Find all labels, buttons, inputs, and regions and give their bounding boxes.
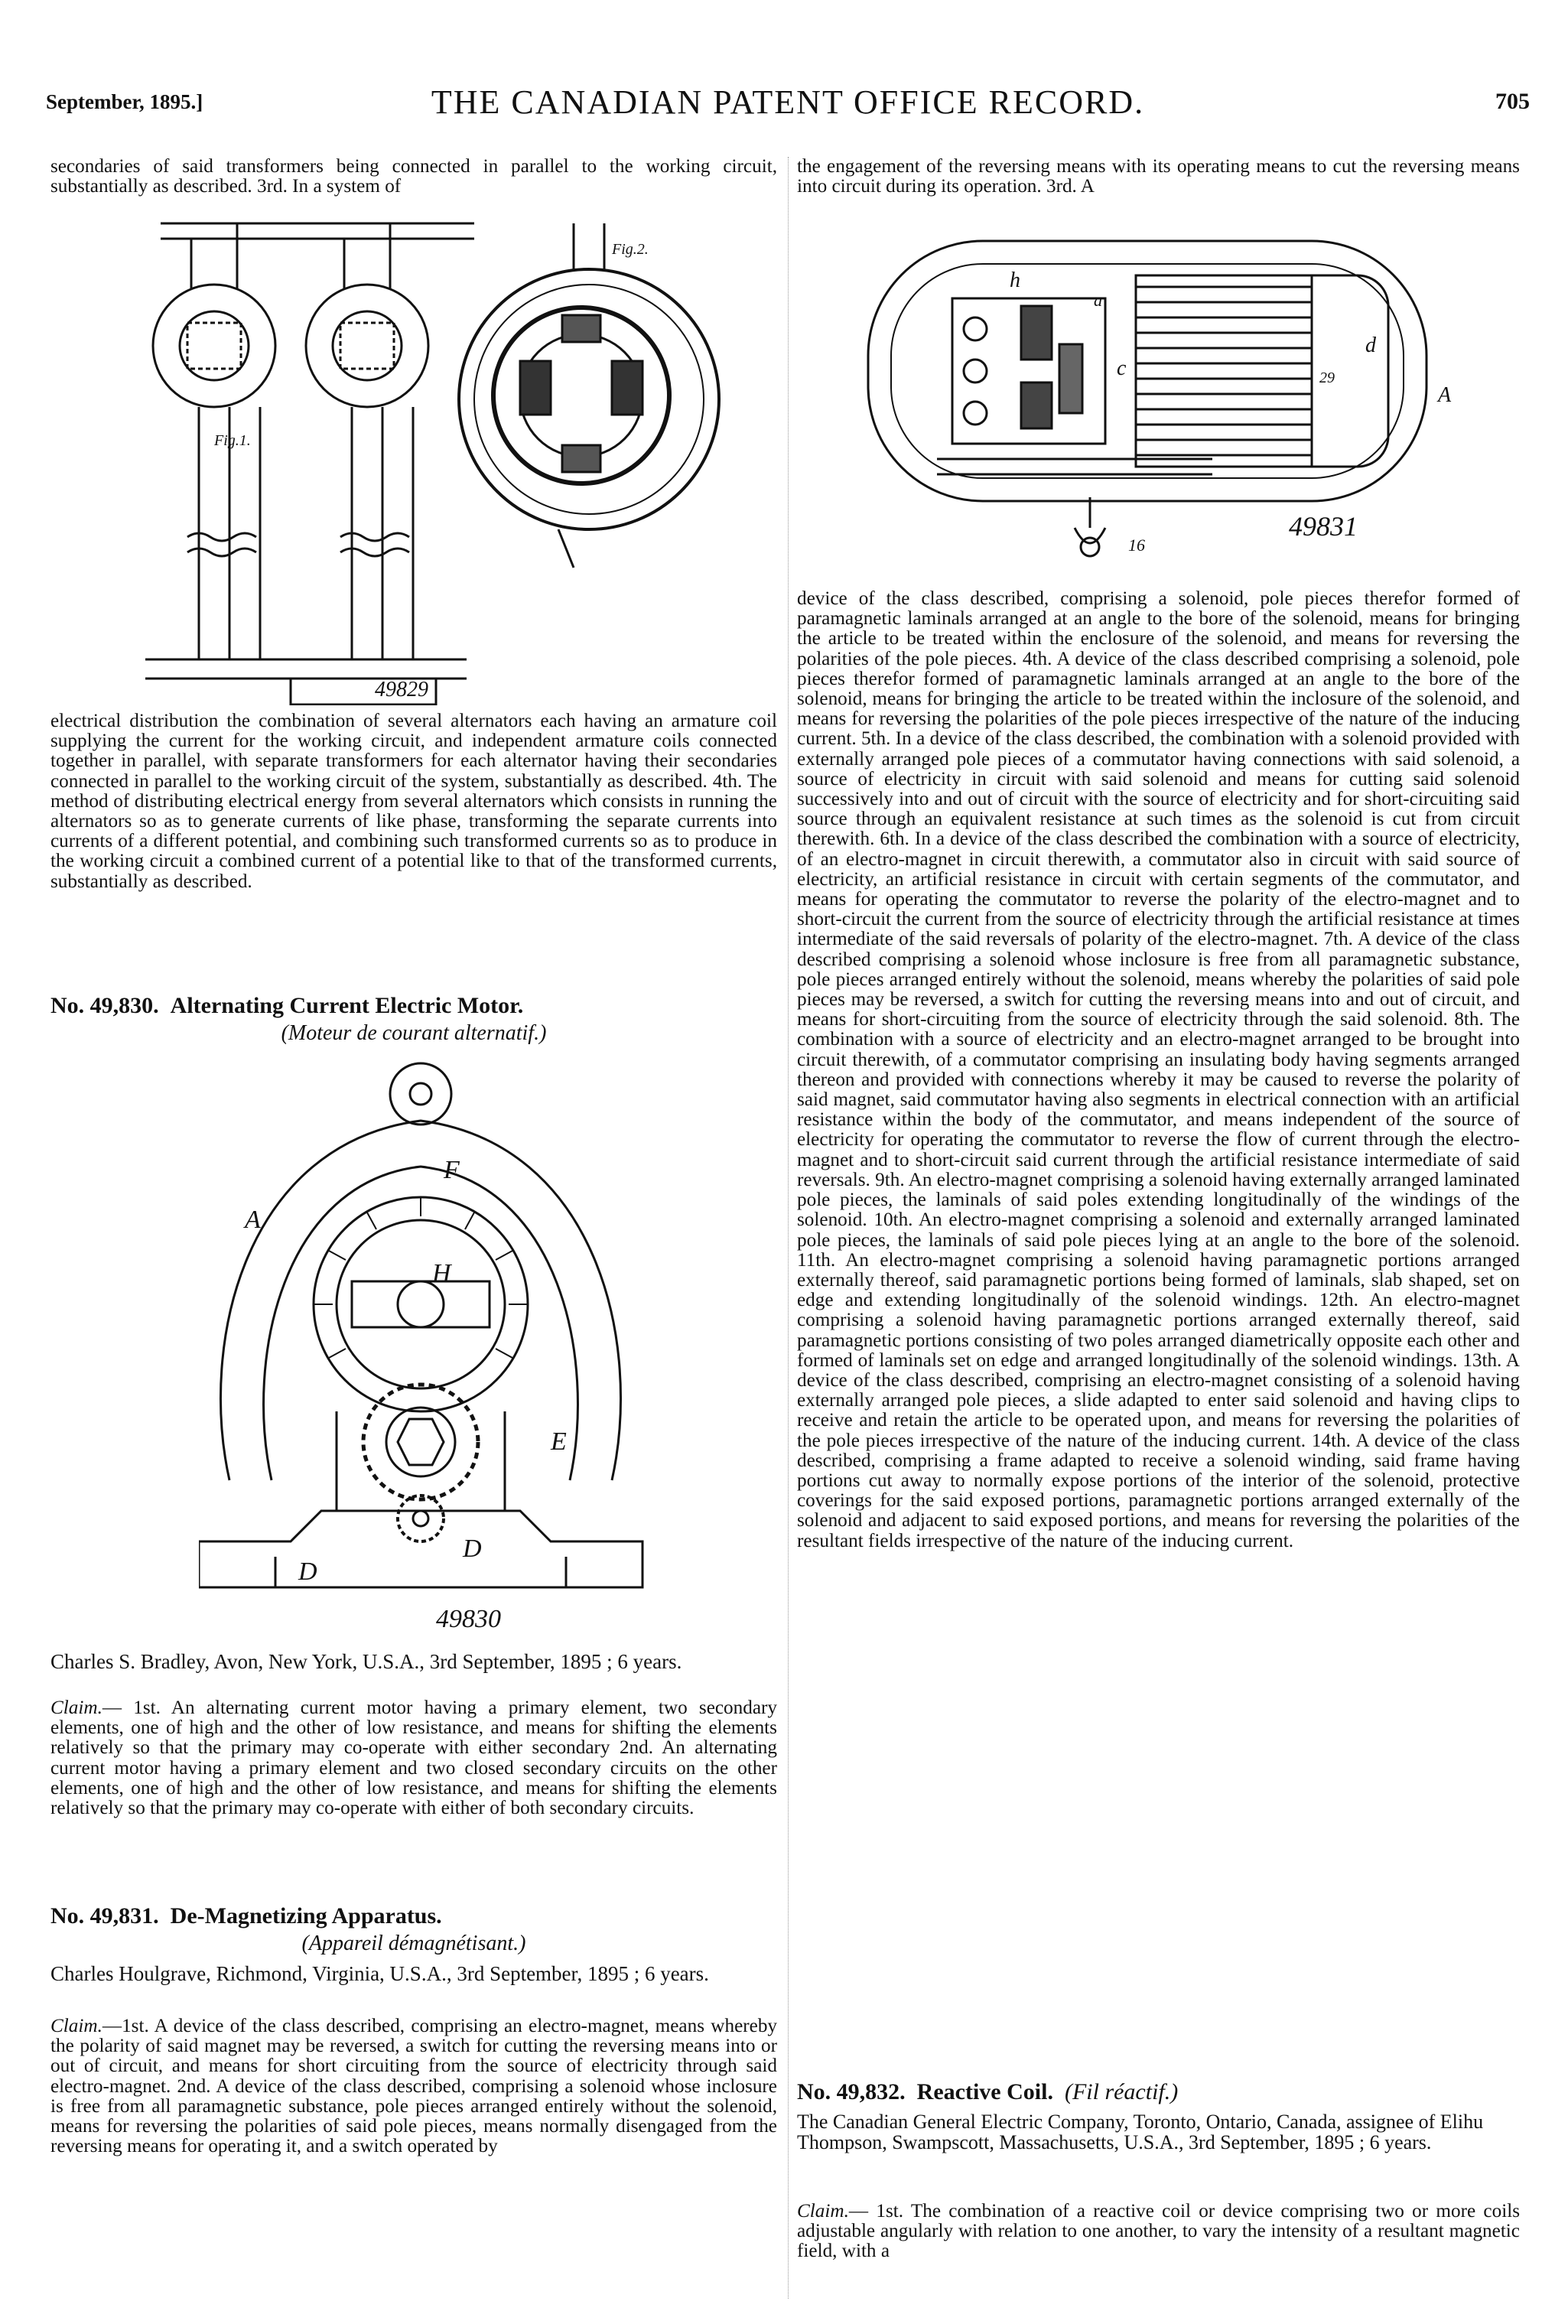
patent-49830-heading (50, 993, 523, 1019)
patent-49831-heading (50, 1903, 442, 1929)
patent-49830-claims (50, 1698, 777, 1818)
header-date: September, 1895.] (46, 90, 203, 113)
fig49830-letter-d1: D (463, 1535, 482, 1563)
figure-49829-drawing (145, 200, 742, 705)
fig49830-letter-a: A (245, 1206, 261, 1234)
patent-49832-claim-label: Claim. (797, 2201, 849, 2221)
left-continuation-text-2: electrical distribution the combination of several alternators each having an armature coil supplying the current for the working circuit, and independent armature coils connected together in parallel, with separate transformers for each alternator having their secondaries connected in parallel to the working circuit of the system, substantially as described. 4th. The method of distributing electrical energy from several alternators which consists in running the alternators so as to generate currents of like phase, transforming the separate currents into currents of a different potential, and combining such transformed currents so as to produce in the working circuit a combined current of a potential like to that of the transformed currents, substantially as described. (50, 711, 777, 892)
patent-49831-number: No. 49,831. (50, 1903, 159, 1929)
patent-49830-claim-text: — 1st. An alternating current motor having a primary element, two secondary elements, one of high and the other of low resistance, and means for shifting the elements relatively so that the primary may co-operate with either secondary 2nd. An alternating current motor having a primary element and two closed secondary circuits on the other elements, one of high and the other of low resistance, and means for shifting the elements relatively so that the primary may co-operate with either of both secondary circuits. (50, 1697, 777, 1819)
fig2-label: Fig.2. (612, 241, 649, 258)
patent-49830-french-title: (Moteur de courant alternatif.) (281, 1021, 547, 1045)
column-divider (788, 157, 789, 2299)
page-header (46, 83, 1530, 129)
figure-49831-label: 49831 (1289, 511, 1358, 542)
fig49830-letter-f: F (444, 1156, 460, 1184)
patent-49831-claims (50, 2016, 777, 2156)
figure-49831 (860, 229, 1488, 589)
patent-49832-claims (797, 2202, 1520, 2262)
patent-49830-inventor: Charles S. Bradley, Avon, New York, U.S.A., 3rd September, 1895 ; 6 years. (50, 1650, 682, 1673)
patent-49832-title: Reactive Coil. (916, 2079, 1053, 2104)
patent-49831-title: De-Magnetizing Apparatus. (170, 1903, 442, 1929)
figure-49831-drawing (860, 229, 1488, 589)
fig49831-number-29: 29 (1319, 369, 1335, 386)
patent-49830-claim-label: Claim. (50, 1697, 102, 1718)
patent-49830-number: No. 49,830. (50, 993, 159, 1018)
figure-49830-label: 49830 (436, 1605, 501, 1633)
fig1-label: Fig.1. (214, 432, 251, 449)
patent-49832-french-title: (Fil réactif.) (1064, 2079, 1179, 2104)
patent-49831-french-title: (Appareil démagnétisant.) (301, 1932, 526, 1955)
right-continuation-text: the engagement of the reversing means with its operating means to cut the reversing means into circuit during its operation. 3rd. A (797, 156, 1520, 197)
fig49831-letter-d: d (1365, 334, 1376, 357)
patent-49832-number: No. 49,832. (797, 2079, 906, 2104)
fig49831-letter-a: a (1094, 291, 1102, 310)
figure-49830 (199, 1052, 658, 1641)
fig49831-number-16: 16 (1128, 535, 1145, 555)
right-continuation-text-2: device of the class described, comprising a solenoid, pole pieces therefor formed of paramagnetic laminals arranged at an angle to the bore of the solenoid, means for bringing the article to be treated within the enclosure of the solenoid, and means for reversing the polarities of the pole pieces. 4th. A device of the class described comprising a solenoid, pole pieces therefor formed of paramagnetic laminals arranged at an angle to the bore of the solenoid, means for bringing the article to be treated within the inclosure of the solenoid, and means for reversing the polarities of the pole pieces irrespective of the nature of the inducing current. 5th. In a device of the class described, the combination with a solenoid provided with externally arranged pole pieces of a commutator having connections with said solenoid, a source of electricity in circuit with said solenoid and means for cutting said solenoid successively into and out of circuit with the source of electricity and for short-circuiting said source through an equivalent resistance at such times as the solenoid is cut from circuit therewith. 6th. In a device of the class described the combination with a source of electricity, of an electro-magnet in circuit therewith, a commutator also in circuit with said source of electricity, an artificial resistance in circuit with certain segments of the commutator, and means for operating the commutator to reverse the polarity of the electro-magnet and to short-circuit the current from the source of electricity through the artificial resistance at times intermediate of the said reversals of polarity of the electro-magnet. 7th. A device of the class described comprising a solenoid whose inclosure is free from all paramagnetic substance, pole pieces arranged entirely without the solenoid, means whereby the polarities of said pole pieces may be reversed, a switch for cutting the reversing means into and out of circuit, and means for short-circuiting from the source of electricity through the said solenoid. 8th. The combination with a source of electricity and an electro-magnet arranged to be brought into circuit therewith, of a commutator comprising an insulating body having segments arranged thereon and provided with connections whereby it may be caused to reverse the polarity of said magnet, said commutator having also segments in electrical connection with an artificial resistance within the body of the commutator, and means independent of the source of electricity for operating the commutator to reverse the flow of current through the electro-magnet and to short-circuit said current through the artificial resistance intermediate of said reversals. 9th. An electro-magnet comprising a solenoid having externally arranged laminated pole pieces, the laminals of said poles extending longitudinally of the windings of the solenoid. 10th. An electro-magnet comprising a solenoid and externally arranged laminated pole pieces, the laminals of said pole pieces lying at an angle to the bore of the solenoid. 11th. An electro-magnet comprising a solenoid having paramagnetic portions arranged externally thereof, said paramagnetic portions being formed of laminals, slab shaped, set on edge and extending longitudinally of the solenoid windings. 12th. An electro-magnet comprising a solenoid having paramagnetic portions arranged externally thereof, said paramagnetic portions consisting of two poles arranged diametrically opposite each other and formed of laminals set on edge and arranged longitudinally of the solenoid windings. 13th. A device of the class described, comprising an electro-magnet consisting of a solenoid having externally arranged pole pieces, a slide adapted to enter said solenoid and having clips to receive and retain the article to be operated upon, and means for reversing the polarities of the pole pieces irrespective of the nature of the inducing current. 14th. A device of the class described, comprising a frame adapted to receive a solenoid winding, said frame having portions cut away to normally expose portions of the interior of the solenoid, protective coverings for the said exposed portions, paramagnetic portions arranged externally of the solenoid and adjacent to said exposed portions, and means for reversing the polarities of the resultant fields irrespective of the nature of the inducing current. (797, 588, 1520, 1551)
patent-49832-claim-text: — 1st. The combination of a reactive coil or device comprising two or more coils adjustable angularly with relation to one another, to vary the intensity of a resultant magnetic field, with a (797, 2201, 1520, 2262)
fig49831-letter-c: c (1117, 356, 1127, 380)
patent-49831-inventor: Charles Houlgrave, Richmond, Virginia, U.S.A., 3rd September, 1895 ; 6 years. (50, 1962, 709, 1985)
figure-49829-label: 49829 (375, 678, 428, 701)
page-number: 705 (1495, 89, 1530, 114)
fig49830-letter-e: E (551, 1427, 567, 1456)
figure-49830-drawing (199, 1052, 658, 1641)
patent-49831-claim-label: Claim. (50, 2016, 102, 2036)
figure-49829 (145, 200, 742, 705)
fig49830-letter-h: H (432, 1259, 451, 1287)
fig49830-letter-d2: D (298, 1557, 317, 1586)
left-continuation-text: secondaries of said transformers being connected in parallel to the working circuit, substantially as described. 3rd. In a system of (50, 156, 777, 197)
patent-49832-inventor: The Canadian General Electric Company, Toronto, Ontario, Canada, assignee of Elihu Thompson, Swampscott, Massachusetts, U.S.A., 3rd September, 1895 ; 6 years. (797, 2111, 1484, 2153)
patent-49832-heading (797, 2079, 1178, 2105)
patent-49831-claim-text: —1st. A device of the class described, comprising an electro-magnet, means whereby the polarity of said magnet may be reversed, a switch for cutting the reversing means into or out of circuit, and means for short circuiting from the source of electricity through said electro-magnet. 2nd. A device of the class described, comprising a solenoid whose inclosure is free from all paramagnetic substance, pole pieces arranged entirely without the solenoid, means for reversing the polarities of said pole pieces, means normally disengaged from the reversing means for operating it, and a switch operated by (50, 2016, 777, 2157)
patent-49830-title: Alternating Current Electric Motor. (170, 993, 524, 1018)
fig49831-letter-h: h (1010, 269, 1020, 292)
fig49831-letter-big-a: A (1438, 383, 1452, 407)
header-title: THE CANADIAN PATENT OFFICE RECORD. (431, 83, 1145, 121)
